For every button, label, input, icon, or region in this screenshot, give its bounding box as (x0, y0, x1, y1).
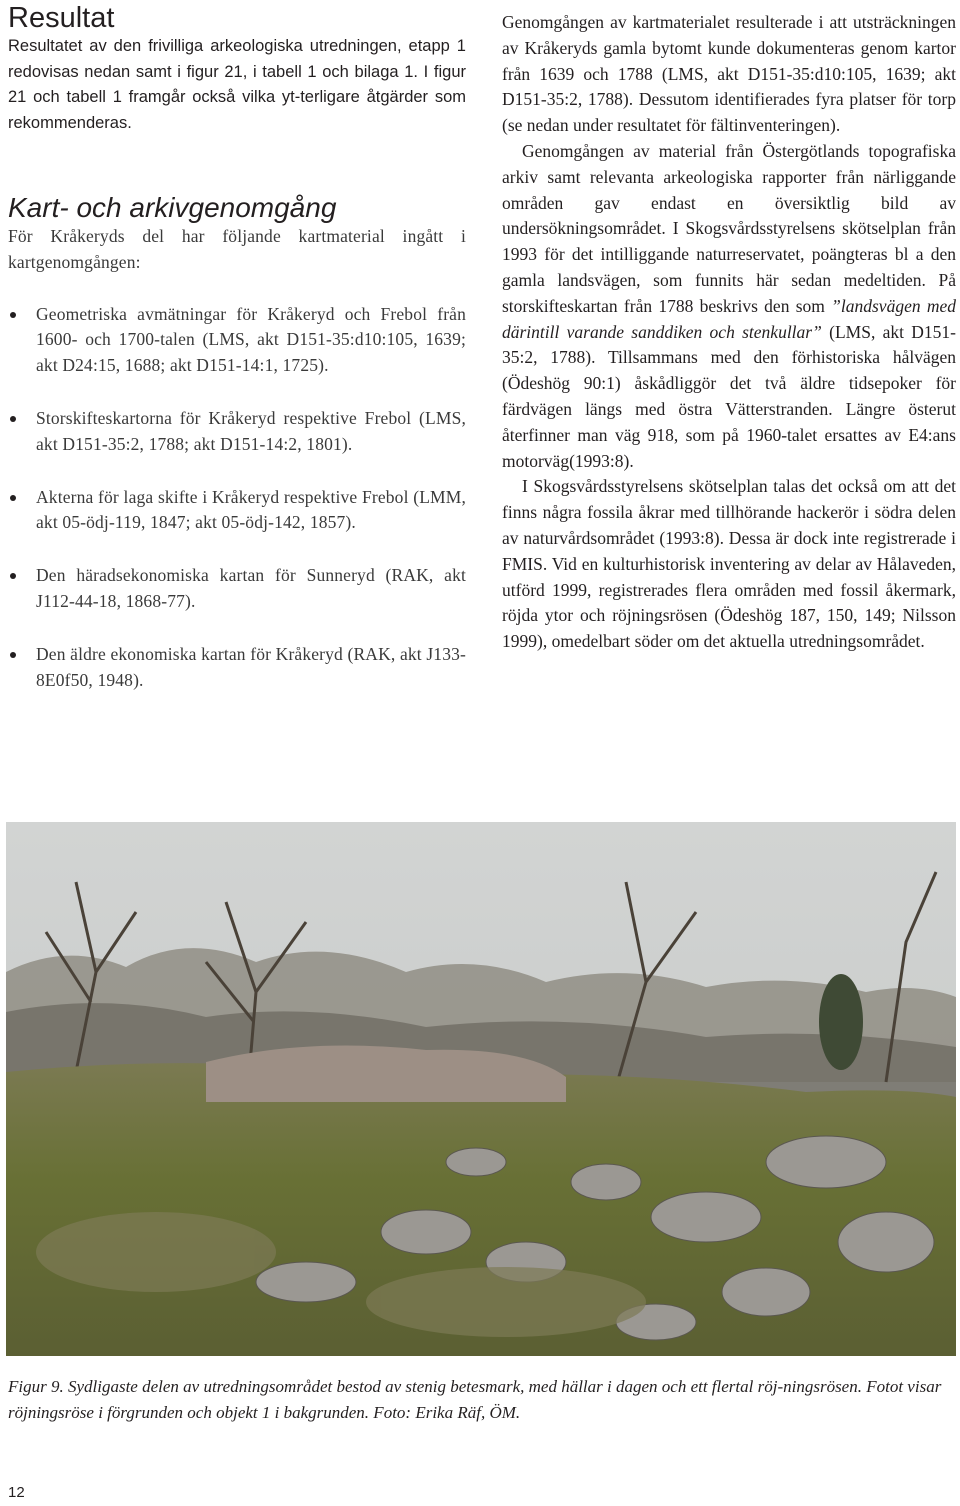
heading-resultat: Resultat (8, 2, 115, 34)
bullet-icon (10, 416, 16, 422)
left-column (8, 0, 466, 720)
figure-caption: Figur 9. Sydligaste delen av utredningsområdet bestod av stenig betesmark, med hällar i dagen och ett flertal röj-ningsrösen. Fotot visar röjningsröse i förgrunden och objekt 1 i bakgrunden. Foto: Erika Räf, ÖM. (8, 1377, 942, 1422)
map-material-list (8, 302, 466, 694)
paragraph-kartmaterial-result: Genomgången av kartmaterialet resulterade i att utsträckningen av Kråkeryds gamla bytomt kunde dokumenteras genom kartor från 1639 och 1788 (LMS, akt D151-35:d10:105, 1639; akt D151-35:2, 1788). Dessutom identifierades fyra platser för torp (se nedan under resultatet för fältinventeringen). (502, 12, 956, 136)
bullet-icon (10, 495, 16, 501)
resultat-intro: Resultatet av den frivilliga arkeologiska utredningen, etapp 1 redovisas nedan samt i figur 21, i tabell 1 och bilaga 1. I figur 21 och tabell 1 framgår också vilka yt-terligare åtgärder som rekommenderas. (8, 37, 466, 132)
paragraph-skotselplan: I Skogsvårdsstyrelsens skötselplan talas det också om att det finns några fossila åkrar med tillhörande hackerör i södra delen av naturvårdsområdet (1993:8). Dessa är dock inte registrerade i FMIS. Vid en kulturhistorisk inventering av delar av Hålaveden, utförd 1999, registrerades flera områden med fossil åkermark, röjda ytor och röjningsrösen (Ödeshög 187, 150, 149; Nilsson 1999), omedelbart söder om det aktuella utredningsområdet. (502, 476, 956, 652)
bullet-icon (10, 312, 16, 318)
list-item: Den häradsekonomiska kartan för Sunneryd (RAK, akt J112-44-18, 1868-77). (8, 563, 466, 615)
list-item: Storskifteskartorna för Kråkeryd respektive Frebol (LMS, akt D151-35:2, 1788; akt D151-14:2, 1801). (8, 406, 466, 458)
bullet-icon (10, 573, 16, 579)
landsvagen-quote: ”landsvägen med därintill varande sanddiken och stenkullar” (502, 295, 956, 342)
kart-intro: För Kråkeryds del har följande kartmaterial ingått i kartgenomgången: (8, 226, 466, 272)
field-photo (6, 822, 956, 1356)
heading-kart-och-arkivgenomgang: Kart- och arkivgenomgång (8, 192, 337, 223)
list-item: Geometriska avmätningar för Kråkeryd och Frebol från 1600- och 1700-talen (LMS, akt D151-35:d10:105, 1639; akt D24:15, 1688; akt D151-14:1, 1725). (8, 302, 466, 379)
right-column (502, 10, 956, 655)
list-item: Akterna för laga skifte i Kråkeryd respektive Frebol (LMM, akt 05-ödj-119, 1847; akt 05-ödj-142, 1857). (8, 485, 466, 537)
page-number: 12 (8, 1484, 25, 1501)
paragraph-topografiska-arkiv: Genomgången av material från Östergötlands topografiska arkiv samt relevanta arkeologiska rapporter från närliggande områden gav endast en översiktlig bild av undersökningsområdet. I Skogsvårdsstyrelsens skötselplan från 1993 för det intilliggande naturreservatet, poängteras bl a den gamla landsvägen, som funnits här sedan medeltiden. På storskifteskartan från 1788 beskrivs den som ”landsvägen med därintill varande sanddiken och stenkullar” (LMS, akt D151-35:2, 1788). Tillsammans med den förhistoriska hålvägen (Ödeshög 90:1) åskådliggör det två äldre tidsepoker för färdvägen längs med östra Vätterstranden. Längre österut återfinner man väg 918, som på 1960-talet ersattes av E4:ans motorväg(1993:8). (502, 140, 957, 471)
bullet-icon (10, 652, 16, 658)
list-item: Den äldre ekonomiska kartan för Kråkeryd (RAK, akt J133-8E0f50, 1948). (8, 642, 466, 694)
